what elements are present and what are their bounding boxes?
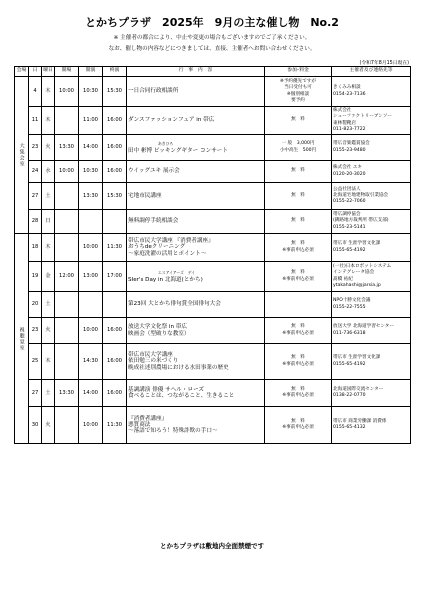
event-cell xyxy=(127,318,265,344)
event-line: SIer's Day in 北海道(とかち) xyxy=(128,276,203,283)
organizer-line: (一社)日本ロボットシステム xyxy=(333,264,392,270)
event-line: ～落語で知ろう！特殊詐欺の手口～ xyxy=(128,428,218,435)
day-cell: 20 xyxy=(29,292,42,318)
notice-line-1: ※ 主催者の都合により、中止や変更の場合もございますのでご了承ください。 xyxy=(113,35,311,41)
event-cell xyxy=(127,262,265,292)
organizer-line: 0155-22-7060 xyxy=(333,199,366,205)
organizer-line: 放送大学 北海道学習センター xyxy=(333,324,394,330)
fee-line: 無 料 xyxy=(291,192,305,198)
end-time-cell xyxy=(103,210,127,234)
end-time-cell: 16:00 xyxy=(103,380,127,407)
event-line: おうちdeクリーニング xyxy=(128,244,186,251)
event-cell xyxy=(127,161,265,183)
page-title: とかちプラザ 2025年 9月の主な催し物 No.2 xyxy=(85,16,339,29)
dow-cell: 金 xyxy=(42,262,55,292)
start-time-cell: 10:30 xyxy=(79,77,103,107)
organizer-cell xyxy=(332,210,411,234)
organizer-line: 0154-23-7136 xyxy=(333,91,366,97)
organizer-line: NPO十勝文化会議 xyxy=(333,298,371,304)
end-time-cell: 15:30 xyxy=(103,183,127,210)
header-fee: 参加･料金 xyxy=(265,67,332,77)
event-ruby: あきひろ xyxy=(158,141,174,147)
event-ruby: エスアイアーズ デイ xyxy=(158,270,195,276)
organizer-line: 0120-20-3020 xyxy=(333,171,366,177)
event-line: ウイッグユキ 展示会 xyxy=(128,168,180,175)
dow-cell: 木 xyxy=(42,77,55,107)
day-cell: 27 xyxy=(29,183,42,210)
organizer-cell xyxy=(332,318,411,344)
open-time-cell: 10:00 xyxy=(55,77,79,107)
start-time-cell: 13:00 xyxy=(79,262,103,292)
fee-line: ※事前申込必須 xyxy=(282,361,314,367)
organizer-cell xyxy=(332,183,411,210)
dow-cell: 日 xyxy=(42,210,55,234)
organizer-cell xyxy=(332,77,411,107)
end-time-cell: 11:30 xyxy=(103,234,127,262)
fee-line: 無 料 xyxy=(291,241,305,247)
fee-line: ※予約優先ですが xyxy=(279,79,316,85)
event-cell xyxy=(127,77,265,107)
organizer-line: 帯広市 生涯学習文化課 xyxy=(333,241,381,247)
organizer-line: 帯広音楽鑑賞協会 xyxy=(333,141,370,147)
fee-line: ※個別相談 xyxy=(286,91,310,97)
event-cell xyxy=(127,292,265,318)
table-row xyxy=(15,318,411,344)
organizer-line: シューファクトリーブンソー xyxy=(333,114,392,120)
fee-line: 無 料 xyxy=(291,168,305,174)
day-cell: 4 xyxy=(29,77,42,107)
event-line: 田中 彬博 ピッキングギター コンサート xyxy=(128,147,228,154)
header-end: 終演 xyxy=(103,67,127,77)
header-open: 開場 xyxy=(55,67,79,77)
event-cell xyxy=(127,135,265,161)
venue-cell: 大集会室 xyxy=(15,77,29,234)
end-time-cell: 17:00 xyxy=(103,262,127,292)
table-row xyxy=(15,407,411,444)
event-cell xyxy=(127,210,265,234)
organizer-line: 北海道宅地建物取引業協会 xyxy=(333,192,389,198)
event-cell xyxy=(127,107,265,135)
start-time-cell: 11:00 xyxy=(79,107,103,135)
organizer-cell xyxy=(332,262,411,292)
event-line: 放送大学文化祭 in 帯広 xyxy=(128,324,187,331)
table-row xyxy=(15,161,411,183)
organizer-cell xyxy=(332,161,411,183)
open-time-cell xyxy=(55,107,79,135)
start-time-cell: 10:00 xyxy=(79,407,103,444)
table-row xyxy=(15,380,411,407)
open-time-cell xyxy=(55,292,79,318)
organizer-cell xyxy=(332,135,411,161)
organizer-cell xyxy=(332,344,411,380)
dow-cell: 木 xyxy=(42,234,55,262)
dow-cell: 火 xyxy=(42,318,55,344)
fee-line: 無 料 xyxy=(291,117,305,123)
header-start: 開演 xyxy=(79,67,103,77)
event-cell xyxy=(127,183,265,210)
dow-cell: 土 xyxy=(42,380,55,407)
event-line: 依田勉三の米づくり xyxy=(128,358,179,365)
fee-line: ※事前申込必須 xyxy=(282,276,314,282)
fee-line: ※事前申込必須 xyxy=(282,393,314,398)
notice-line-2: なお、催し物の内容などにつきましては、直接、主催者へお問い合わせください。 xyxy=(108,46,316,52)
fee-cell xyxy=(265,183,332,210)
fee-cell xyxy=(265,407,332,444)
event-line: 基調講演 俳優 サヘル・ローズ xyxy=(128,386,204,393)
event-line: ～家庭洗濯の活用とポイント～ xyxy=(128,250,207,257)
end-time-cell: 16:00 xyxy=(103,318,127,344)
event-line: 映画会（型破りな教室） xyxy=(128,330,190,337)
dow-cell: 土 xyxy=(42,292,55,318)
table-row xyxy=(15,135,411,161)
organizer-line: 帯広調停協会 xyxy=(333,212,361,218)
fee-line: 無 料 xyxy=(291,418,305,424)
organizer-line: 0155-65-4132 xyxy=(333,425,366,430)
venue-cell: 視聴覚室 xyxy=(15,234,29,444)
event-cell xyxy=(127,407,265,444)
organizer-cell xyxy=(332,407,411,444)
organizer-line: 帯広市 商業労働課 消費係 xyxy=(333,418,387,424)
event-cell xyxy=(127,344,265,380)
organizer-line: 株式会社 ユキ xyxy=(333,165,363,171)
open-time-cell: 12:00 xyxy=(55,262,79,292)
event-line: 一日合同行政相談所 xyxy=(128,88,179,95)
organizer-cell xyxy=(332,292,411,318)
organizer-line: 0155-65-4192 xyxy=(333,361,366,367)
organizer-cell xyxy=(332,380,411,407)
table-row xyxy=(15,344,411,380)
day-cell: 19 xyxy=(29,262,42,292)
fee-line: 無 料 xyxy=(291,324,305,330)
dow-cell: 水 xyxy=(42,161,55,183)
organizer-line: 0155-23-5141 xyxy=(333,224,366,230)
day-cell: 28 xyxy=(29,210,42,234)
end-time-cell: 16:00 xyxy=(103,344,127,380)
start-time-cell: 13:30 xyxy=(79,183,103,210)
organizer-line: (釧路地方裁判所 帯広支部) xyxy=(333,218,389,224)
organizer-line: 0155-65-4192 xyxy=(333,247,366,253)
organizer-line: 帯広市 生涯学習文化課 xyxy=(333,355,381,361)
event-line: ダンスファッションフェア in 帯広 xyxy=(128,117,215,124)
fee-line: 当日受付も可 xyxy=(284,85,312,91)
organizer-cell xyxy=(332,234,411,262)
end-time-cell: 16:00 xyxy=(103,107,127,135)
open-time-cell: 13:30 xyxy=(55,135,79,161)
start-time-cell: 10:30 xyxy=(79,161,103,183)
table-row xyxy=(15,262,411,292)
events-table xyxy=(14,66,411,444)
fee-cell xyxy=(265,234,332,262)
fee-line: ※事前申込必須 xyxy=(282,247,314,253)
end-time-cell xyxy=(103,292,127,318)
start-time-cell: 10:00 xyxy=(79,234,103,262)
open-time-cell xyxy=(55,183,79,210)
header-organizer: 主催者及び連絡先等 xyxy=(332,67,411,77)
event-line: 『消費者講座』 xyxy=(128,415,168,422)
open-time-cell: 13:30 xyxy=(55,380,79,407)
fee-line: ※事前申込必須 xyxy=(282,425,314,430)
organizer-line: 東林製靴店 xyxy=(333,120,356,126)
header-venue: 会場 xyxy=(15,67,29,77)
organizer-line: 011-736-6318 xyxy=(333,330,366,336)
start-time-cell xyxy=(79,292,103,318)
day-cell: 18 xyxy=(29,234,42,262)
day-cell: 24 xyxy=(29,161,42,183)
event-line: 帯広市民大学講座 『消費者講座』 xyxy=(128,238,214,245)
open-time-cell xyxy=(55,407,79,444)
event-line: 無料調停手続相談会 xyxy=(128,218,179,225)
fee-line: 無 料 xyxy=(291,355,305,361)
organizer-line: 011-823-7722 xyxy=(333,126,366,132)
header-event: 行 事 内 容 xyxy=(127,67,265,77)
fee-line: 一 般 3,000円 xyxy=(281,141,315,147)
open-time-cell xyxy=(55,210,79,234)
fee-line: 要予約 xyxy=(291,97,305,103)
open-time-cell xyxy=(55,318,79,344)
organizer-line: 0155-22-7555 xyxy=(333,304,366,310)
start-time-cell: 14:00 xyxy=(79,380,103,407)
event-line: 晩成社述別農場における水田事業の歴史 xyxy=(128,364,229,371)
fee-cell xyxy=(265,107,332,135)
dow-cell: 木 xyxy=(42,107,55,135)
as-of-date: (令和7年8月15日現在) xyxy=(359,61,409,66)
event-line: 帯広市民大学講座 xyxy=(128,352,173,359)
event-line: 悪質商法 xyxy=(128,421,151,428)
fee-line: 無 料 xyxy=(291,270,305,276)
start-time-cell: 14:00 xyxy=(79,135,103,161)
organizer-line: 髙橋 祐紀 xyxy=(333,276,353,282)
dow-cell: 火 xyxy=(42,407,55,444)
end-time-cell: 11:30 xyxy=(103,407,127,444)
fee-cell xyxy=(265,77,332,107)
day-cell: 23 xyxy=(29,318,42,344)
end-time-cell: 15:30 xyxy=(103,77,127,107)
day-cell: 27 xyxy=(29,380,42,407)
organizer-line: 0138-22-0770 xyxy=(333,393,366,398)
fee-line: ※事前申込必須 xyxy=(282,330,314,336)
organizer-line: インテグレータ協会 xyxy=(333,270,375,276)
table-row xyxy=(15,107,411,135)
fee-cell xyxy=(265,292,332,318)
day-cell: 25 xyxy=(29,344,42,380)
fee-cell xyxy=(265,210,332,234)
fee-cell xyxy=(265,380,332,407)
organizer-line: 公益社団法人 xyxy=(333,186,361,192)
event-cell xyxy=(127,234,265,262)
fee-cell xyxy=(265,262,332,292)
organizer-line: 北海道国際交流センター xyxy=(333,386,384,392)
table-row xyxy=(15,234,411,262)
organizer-line: 0155-23-9480 xyxy=(333,147,366,153)
header-day: 日 xyxy=(29,67,42,77)
open-time-cell xyxy=(55,234,79,262)
end-time-cell: 16:00 xyxy=(103,135,127,161)
fee-cell xyxy=(265,344,332,380)
table-row xyxy=(15,292,411,318)
dow-cell: 木 xyxy=(42,344,55,380)
event-line: 宅地市民講座 xyxy=(128,192,162,199)
dow-cell: 火 xyxy=(42,135,55,161)
table-row xyxy=(15,210,411,234)
table-header-row xyxy=(15,67,411,77)
open-time-cell xyxy=(55,344,79,380)
organizer-cell xyxy=(332,107,411,135)
end-time-cell: 16:00 xyxy=(103,161,127,183)
table-row xyxy=(15,183,411,210)
fee-line: 無 料 xyxy=(291,218,305,224)
header-dow: 曜日 xyxy=(42,67,55,77)
organizer-line: きくみみ相談 xyxy=(333,85,361,91)
day-cell: 23 xyxy=(29,135,42,161)
organizer-line: ytakahashi@jarsia.jp xyxy=(333,282,381,288)
dow-cell: 土 xyxy=(42,183,55,210)
event-line: 第23回 大とかち俳句賞全国俳句大会 xyxy=(128,301,221,308)
start-time-cell: 10:00 xyxy=(79,318,103,344)
fee-cell xyxy=(265,161,332,183)
day-cell: 11 xyxy=(29,107,42,135)
fee-cell xyxy=(265,318,332,344)
organizer-line: 株式会社 xyxy=(333,108,352,114)
open-time-cell: 10:00 xyxy=(55,161,79,183)
fee-cell xyxy=(265,135,332,161)
day-cell: 30 xyxy=(29,407,42,444)
event-cell xyxy=(127,380,265,407)
start-time-cell: 14:30 xyxy=(79,344,103,380)
event-line: 食べることは、つながること、生きること xyxy=(128,393,235,399)
fee-line: 無 料 xyxy=(291,386,305,392)
table-row xyxy=(15,77,411,107)
start-time-cell xyxy=(79,210,103,234)
footer-notice: とかちプラザは敷地内全面禁煙です xyxy=(160,542,264,550)
fee-line: 小中高生 500円 xyxy=(279,147,317,153)
